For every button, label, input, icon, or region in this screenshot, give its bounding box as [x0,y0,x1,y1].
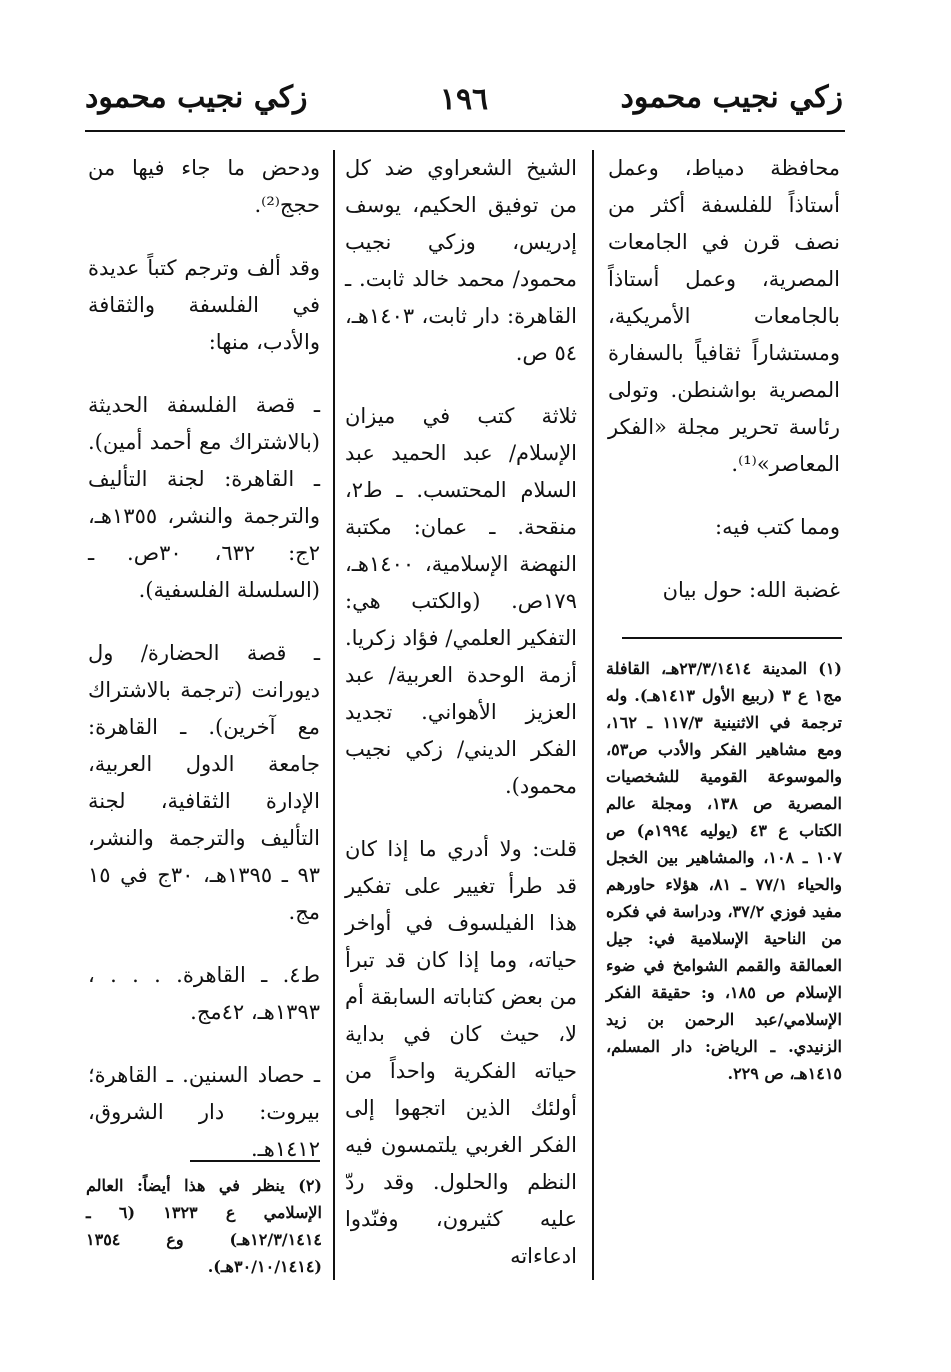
column-right [608,150,840,635]
column-right-para: ومما كتب فيه: [715,515,840,539]
running-head-author-left: زكي نجيب محمود [85,80,308,115]
running-head [85,78,843,128]
column-left-para: ـ حصاد السنين. ـ القاهرة؛ بيروت: دار الشروق، ١٤١٢هـ. [88,1063,320,1161]
column-left-para: ط٤. ـ القاهرة. . . . ، ١٣٩٣هـ، ٤٢مج. [88,963,320,1024]
column-left-para: ودحض ما جاء فيها من حجج⁽²⁾. [88,156,320,217]
page-number: ١٩٦ [439,82,489,117]
column-left-para: ـ قصة الفلسفة الحديثة (بالاشتراك مع أحمد أمين). ـ القاهرة: لجنة التأليف والترجمة والنشر، ١٣٥٥هـ، ٢ج: ٦٣٢، ٣٠ص. ـ (السلسلة الفلسفية). [88,393,320,602]
column-middle-para: الشيخ الشعراوي ضد كل من توفيق الحكيم، يوسف إدريس، وزكي نجيب محمود/ محمد خالد ثابت. ـ القاهرة: دار ثابت، ١٤٠٣هـ، ٥٤ ص. [345,156,577,365]
column-middle-para: قلت: ولا أدري ما إذا كان قد طرأ تغيير على تفكير هذا الفيلسوف في أواخر حياته، وما إذا كان قد تبرأ من بعض كتاباته السابقة أم لا، حيث كان في بداية حياته الفكرية واحداً من أولئك الذين اتجهوا إلى الفكر الغربي يلتمسون فيه النظم والحلول. وقد ردّ عليه كثيرون، وفنّدوا ادعاءاته [345,837,577,1268]
footnote-2: (٢) ينظر في هذا أيضاً: العالم الإسلامي ع ١٣٢٣ (٦ ـ ١٢/٣/١٤١٤هـ) وع ١٣٥٤ (٣٠/١٠/١٤١٤هـ). [86,1176,322,1276]
column-left-para: وقد ألف وترجم كتباً عديدة في الفلسفة والثقافة والأدب، منها: [88,256,320,354]
footnote-left [86,1172,322,1280]
footnote-rule-left [190,1160,320,1162]
header-rule [85,130,845,132]
column-left [88,150,320,1194]
column-right-para: غضبة الله: حول بيان [662,578,840,602]
column-middle [345,150,577,1301]
column-divider-right [592,150,594,1280]
column-left-para: ـ قصة الحضارة/ ول ديورانت (ترجمة بالاشتراك مع آخرين). ـ القاهرة: جامعة الدول العربية، الإدارة الثقافية، لجنة التأليف والترجمة والنشر، ٩٣ ـ ١٣٩٥هـ، ٣٠ج في ١٥ مج. [88,641,320,924]
column-middle-para: ثلاثة كتب في ميزان الإسلام/ عبد الحميد عبد السلام المحتسب. ـ ط٢، منقحة. ـ عمان: مكتبة النهضة الإسلامية، ١٤٠٠هـ، ١٧٩ص. (والكتب هي: التفكير العلمي/ فؤاد زكريا. أزمة الوحدة العربية/ عبد العزيز الأهواني. تجديد الفكر الديني/ زكي نجيب محمود). [345,404,577,798]
running-head-author-right: زكي نجيب محمود [620,80,843,115]
column-divider-left [333,150,335,1280]
column-right-para: محافظة دمياط، وعمل أستاذاً للفلسفة أكثر من نصف قرن في الجامعات المصرية، وعمل أستاذاً بالجامعات الأمريكية، ومستشاراً ثقافياً بالسفارة المصرية بواشنطن. وتولى رئاسة تحرير مجلة «الفكر المعاصر»⁽¹⁾. [608,156,840,476]
footnote-right [606,655,842,1087]
footnote-1: (١) المدينة ٢٣/٣/١٤١٤هـ، القافلة مج١ ع ٣ (ربيع الأول ١٤١٣هـ). وله ترجمة في الاثنينية ١١٧/٣ ـ ١٦٢، ومع مشاهير الفكر والأدب ص٥٣، والموسوعة القومية للشخصيات المصرية ص ١٣٨، ومجلة عالم الكتاب ع ٤٣ (يوليه ١٩٩٤م) ص ١٠٧ ـ ١٠٨، والمشاهير بين الخجل والحياء ٧٧/١ ـ ٨١، هؤلاء حاورهم مفيد فوزي ٣٧/٢، ودراسة في فكره من الناحية الإسلامية في: جيل العمالقة والقمم الشوامخ في ضوء الإسلام ص ١٨٥، و: حقيقة الفكر الإسلامي/عبد الرحمن بن زيد الزنيدي. ـ الرياض: دار المسلم، ١٤١٥هـ، ص ٢٢٩. [606,659,843,1083]
footnote-rule-right [622,637,842,639]
